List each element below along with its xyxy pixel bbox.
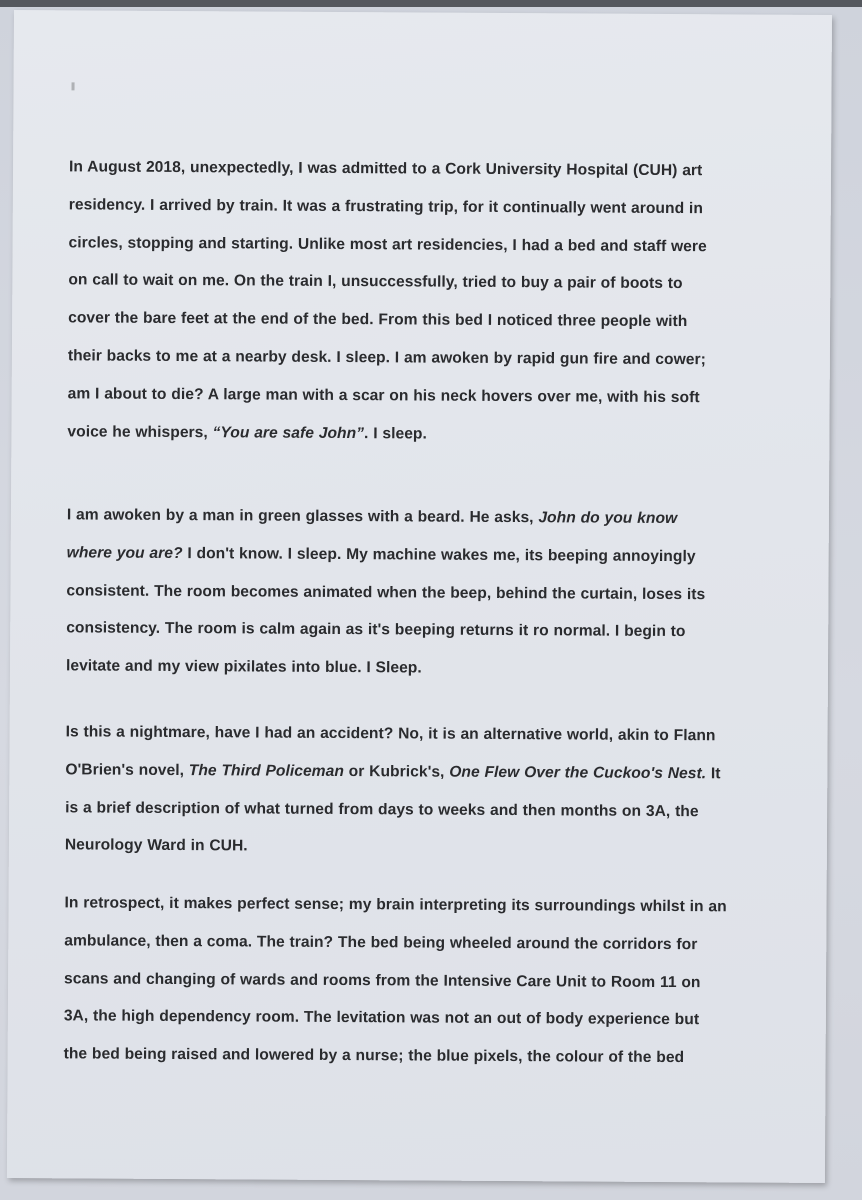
text-line: ambulance, then a coma. The train? The bed being wheeled around the corridors for — [64, 932, 698, 953]
text-line: their backs to me at a nearby desk. I sleep. I am awoken by rapid gun fire and cower; — [67, 347, 706, 369]
text-line: consistent. The room becomes animated when the beep, behind the curtain, loses its — [66, 581, 706, 603]
text-line: voice he whispers, “You are safe John”. I sleep. — [67, 422, 427, 443]
text-line: In retrospect, it makes perfect sense; my brain interpreting its surroundings whilst in an — [64, 894, 727, 916]
text-line: 3A, the high dependency room. The levitation was not an out of body experience but — [63, 1007, 700, 1029]
paper-sheet — [7, 10, 832, 1183]
book-title-italic: The Third Policeman — [188, 761, 344, 780]
paragraph-3 — [65, 713, 766, 868]
quote-italic: “You are safe John” — [212, 423, 365, 442]
question-italic: where you are? — [66, 544, 183, 562]
text-line: In August 2018, unexpectedly, I was admitted to a Cork University Hospital (CUH) art — [68, 158, 703, 180]
text-line: on call to wait on me. On the train I, unsuccessfully, tried to buy a pair of boots to — [68, 271, 683, 293]
text-line: where you are? I don't know. I sleep. My machine wakes me, its beeping annoyingly — [66, 544, 696, 565]
pin-mark — [72, 82, 75, 90]
text-line: the bed being raised and lowered by a nurse; the blue pixels, the colour of the bed — [63, 1045, 685, 1067]
text-line: is a brief description of what turned from days to weeks and then months on 3A, the — [65, 798, 699, 820]
text-line: circles, stopping and starting. Unlike most art residencies, I had a bed and staff were — [68, 233, 707, 255]
text-line: O'Brien's novel, The Third Policeman or Kubrick's, One Flew Over the Cuckoo's Nest. It — [65, 761, 721, 783]
paragraph-2 — [66, 496, 767, 689]
text-line: am I about to die? A large man with a scar on his neck hovers over me, with his soft — [67, 385, 700, 406]
paragraph-1 — [67, 148, 769, 455]
text-line: levitate and my view pixilates into blue. I Sleep. — [65, 657, 422, 677]
text-line: scans and changing of wards and rooms from the Intensive Care Unit to Room 11 on — [64, 969, 701, 991]
text-line: residency. I arrived by train. It was a frustrating trip, for it continually went around in — [68, 196, 703, 218]
text-line: I am awoken by a man in green glasses with a beard. He asks, John do you know — [66, 506, 678, 528]
text-line: consistency. The room is calm again as it's beeping returns it ro normal. I begin to — [66, 619, 686, 641]
paragraph-4 — [64, 884, 765, 1077]
text-line: Neurology Ward in CUH. — [64, 836, 248, 855]
question-italic: John do you know — [538, 509, 678, 528]
text-line: Is this a nightmare, have I had an accident? No, it is an alternative world, akin to Flann — [65, 723, 716, 745]
top-edge-bar — [0, 0, 862, 7]
text-line: cover the bare feet at the end of the bed. From this bed I noticed three people with — [68, 309, 688, 331]
book-title-italic: One Flew Over the Cuckoo's Nest. — [449, 763, 707, 783]
